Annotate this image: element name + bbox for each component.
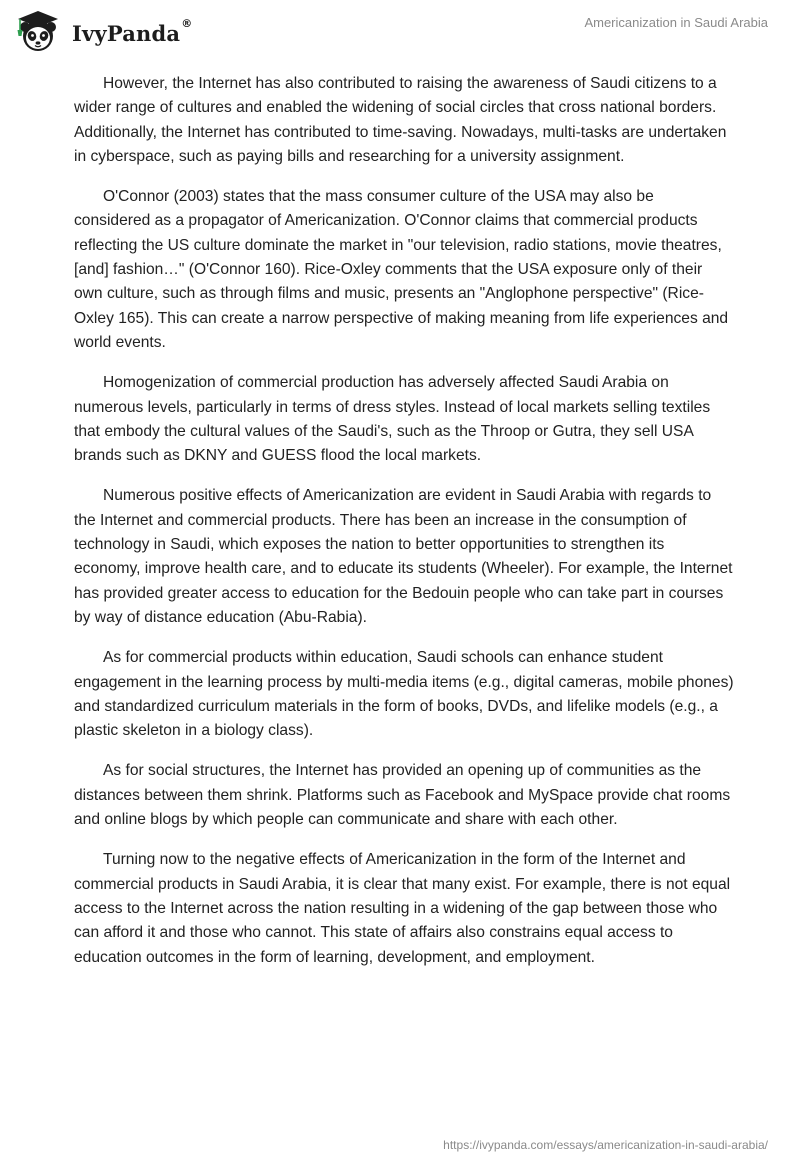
paragraph: O'Connor (2003) states that the mass consumer culture of the USA may also be considered as a propagator of Americanization. O'Connor claims that commercial products reflecting the US culture dominate the market in "our television, radio stations, movie theatres, [and] fashion…" (O'Connor 160). Rice-Oxley comments that the USA exposure only of their own culture, such as through films and music, presents an "Anglophone perspective" (Rice-Oxley 165). This can create a narrow perspective of making meaning from life experiences and world events. [74,188,729,351]
ivypanda-logo[interactable] [14,8,192,56]
paragraph: Turning now to the negative effects of Americanization in the form of the Internet and commercial products in Saudi Arabia, it is clear that many exist. For example, there is not equal access to the Internet across the nation resulting in a widening of the gap between those who can afford it and those who cannot. This state of affairs also constrains equal access to education outcomes in the form of learning, development, and employment. [74,851,731,966]
paragraph: As for social structures, the Internet has provided an opening up of communities as the distances between them shrink. Platforms such as Facebook and MySpace provide chat rooms and online blogs by which people can communicate and share with each other. [74,762,731,829]
panda-graduate-icon [14,8,66,56]
essay-body [74,72,734,986]
document-title: Americanization in Saudi Arabia [584,15,768,30]
brand-name [72,16,193,46]
brand-name-text: IvyPanda [72,20,181,46]
paragraph: However, the Internet has also contributed to raising the awareness of Saudi citizens to a wider range of cultures and enabled the widening of social circles that cross national borders. Additionally, the Internet has contributed to time-saving. Nowadays, multi-tasks are undertaken in cyberspace, such as paying bills and researching for a university assignment. [74,75,727,165]
page-header [0,0,800,64]
paragraph: Numerous positive effects of Americanization are evident in Saudi Arabia with regards to the Internet and commercial products. There has been an increase in the consumption of technology in Saudi, which exposes the nation to better opportunities to strengthen its economy, improve health care, and to educate its students (Wheeler). For example, the Internet has provided greater access to education for the Bedouin people who can take part in courses by way of distance education (Abu-Rabia). [74,487,733,626]
paragraph: As for commercial products within education, Saudi schools can enhance student engagement in the learning process by multi-media items (e.g., digital cameras, mobile phones) and standardized curriculum materials in the form of books, DVDs, and lifelike models (e.g., a plastic skeleton in a biology class). [74,649,734,740]
paragraph: Homogenization of commercial production has adversely affected Saudi Arabia on numerous levels, particularly in terms of dress styles. Instead of local markets selling textiles that embody the cultural values of the Saudi's, such as the Throop or Gutra, they sell USA brands such as DKNY and GUESS flood the local markets. [74,374,711,465]
registered-mark: ® [181,16,193,30]
source-url[interactable]: https://ivypanda.com/essays/americanization-in-saudi-arabia/ [443,1138,768,1152]
